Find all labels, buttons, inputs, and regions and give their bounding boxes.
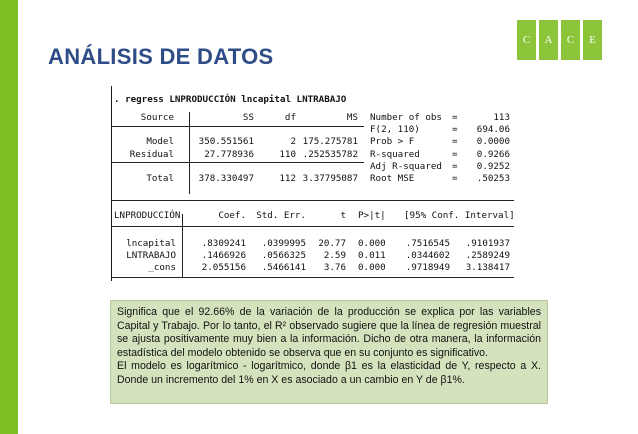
- coef-ci-low: .0344602: [405, 250, 450, 261]
- stat-eq: =: [452, 112, 458, 123]
- stat-eq: =: [452, 148, 458, 160]
- stat-value: 0.9266: [476, 148, 510, 160]
- coef-p: 0.000: [358, 262, 386, 273]
- col-source: Source: [140, 112, 174, 123]
- anova-df: 110: [279, 148, 296, 160]
- coef-t: 20.77: [318, 238, 346, 249]
- page-title: ANÁLISIS DE DATOS: [48, 44, 274, 69]
- logo-letter: C: [561, 20, 580, 60]
- cace-logo: [517, 20, 605, 60]
- coef-header-row: [112, 210, 514, 222]
- interpretation-note: [110, 300, 548, 404]
- anova-source: Model: [146, 136, 174, 148]
- anova-header-row: [112, 112, 514, 124]
- stata-output: [111, 86, 514, 281]
- coef-p: 0.011: [358, 250, 386, 261]
- anova-ms: 3.37795087: [302, 172, 358, 184]
- coef-t: 2.59: [323, 250, 346, 261]
- anova-residual-rule: [112, 162, 364, 163]
- logo-letter: C: [517, 20, 536, 60]
- coef-se: .0566325: [261, 250, 306, 261]
- coef-var: LNTRABAJO: [126, 250, 176, 261]
- coef-value: .1466926: [201, 250, 246, 261]
- note-paragraph: El modelo es logarítmico - logarítmico, donde β1 es la elasticidad de Y, respecto a X. Donde un incremento del 1% en X es asociado a un cambio en Y de β1%.: [117, 360, 541, 386]
- coef-row-lntrabajo: [112, 250, 514, 262]
- logo-letter: A: [539, 20, 558, 60]
- anova-row-total: [112, 173, 514, 185]
- col-se: Std. Err.: [256, 210, 306, 221]
- anova-ss: 378.330497: [198, 172, 254, 184]
- anova-source: Residual: [129, 148, 174, 160]
- anova-row-model: [112, 136, 514, 148]
- stat-label: F(2, 110): [370, 124, 420, 136]
- coef-value: .8309241: [201, 238, 246, 249]
- anova-ms: .252535782: [302, 148, 358, 160]
- stat-label: R-squared: [370, 148, 420, 160]
- coef-ci-low: .7516545: [405, 238, 450, 249]
- anova-header-rule: [112, 126, 364, 127]
- stat-value: 0.0000: [476, 136, 510, 148]
- col-p: P>|t|: [358, 210, 386, 221]
- coef-ci-high: .9101937: [465, 238, 510, 249]
- stat-value: 694.06: [476, 124, 510, 136]
- stat-eq: =: [452, 124, 458, 136]
- stat-value: .50253: [476, 172, 510, 184]
- coef-var: _cons: [148, 262, 176, 273]
- stat-label: Prob > F: [370, 136, 415, 148]
- anova-df: 2: [290, 136, 296, 148]
- logo-letter: E: [583, 20, 602, 60]
- coef-row-lncapital: [112, 238, 514, 250]
- col-ci: [95% Conf. Interval]: [404, 210, 515, 221]
- stat-label: Adj R-squared: [370, 160, 442, 172]
- stat-eq: =: [452, 160, 458, 172]
- anova-ms: 175.275781: [302, 136, 358, 148]
- stat-value: 113: [493, 112, 510, 123]
- anova-table: [112, 112, 514, 185]
- stat-label: Number of obs: [370, 112, 442, 123]
- stat-label: Root MSE: [370, 172, 415, 184]
- col-ms: MS: [346, 112, 358, 123]
- anova-ss: 27.778936: [204, 148, 254, 160]
- anova-source: Total: [146, 172, 174, 184]
- anova-divider: [189, 112, 190, 194]
- coef-ci-high: .2589249: [465, 250, 510, 261]
- coef-dep-var: LNPRODUCCIÓN: [114, 210, 181, 221]
- coef-value: 2.055156: [201, 262, 246, 273]
- col-ss: SS: [242, 112, 254, 123]
- coef-top-rule: [112, 200, 514, 201]
- col-coef: Coef.: [218, 210, 246, 221]
- coef-bottom-rule: [112, 277, 514, 278]
- anova-row-residual: [112, 149, 514, 161]
- anova-ss: 350.551561: [198, 136, 254, 148]
- anova-df: 112: [279, 172, 296, 184]
- col-t: t: [340, 210, 346, 221]
- col-df: df: [284, 112, 296, 123]
- note-paragraph: Significa que el 92.66% de la variación de la producción se explica por las variables Capital y Trabajo. Por lo tanto, el R² observado sugiere que la línea de regresión muestral se ajusta positivamente muy bien a la información. Dicho de otra manera, la información estadística del modelo obtenido se observa que en su conjunto es significativo.: [117, 306, 541, 359]
- stat-eq: =: [452, 172, 458, 184]
- coef-row-cons: [112, 262, 514, 274]
- coef-header-rule: [112, 226, 514, 227]
- coef-se: .5466141: [261, 262, 306, 273]
- coef-ci-low: .9718949: [405, 262, 450, 273]
- stat-value: 0.9252: [476, 160, 510, 172]
- coef-ci-high: 3.138417: [465, 262, 510, 273]
- stat-eq: =: [452, 136, 458, 148]
- coef-var: lncapital: [126, 238, 176, 249]
- coef-t: 3.76: [323, 262, 346, 273]
- regress-command: . regress LNPRODUCCIÓN lncapital LNTRABAJO: [114, 94, 347, 105]
- coef-se: .0399995: [261, 238, 306, 249]
- coef-p: 0.000: [358, 238, 386, 249]
- left-accent-bar: [0, 0, 18, 434]
